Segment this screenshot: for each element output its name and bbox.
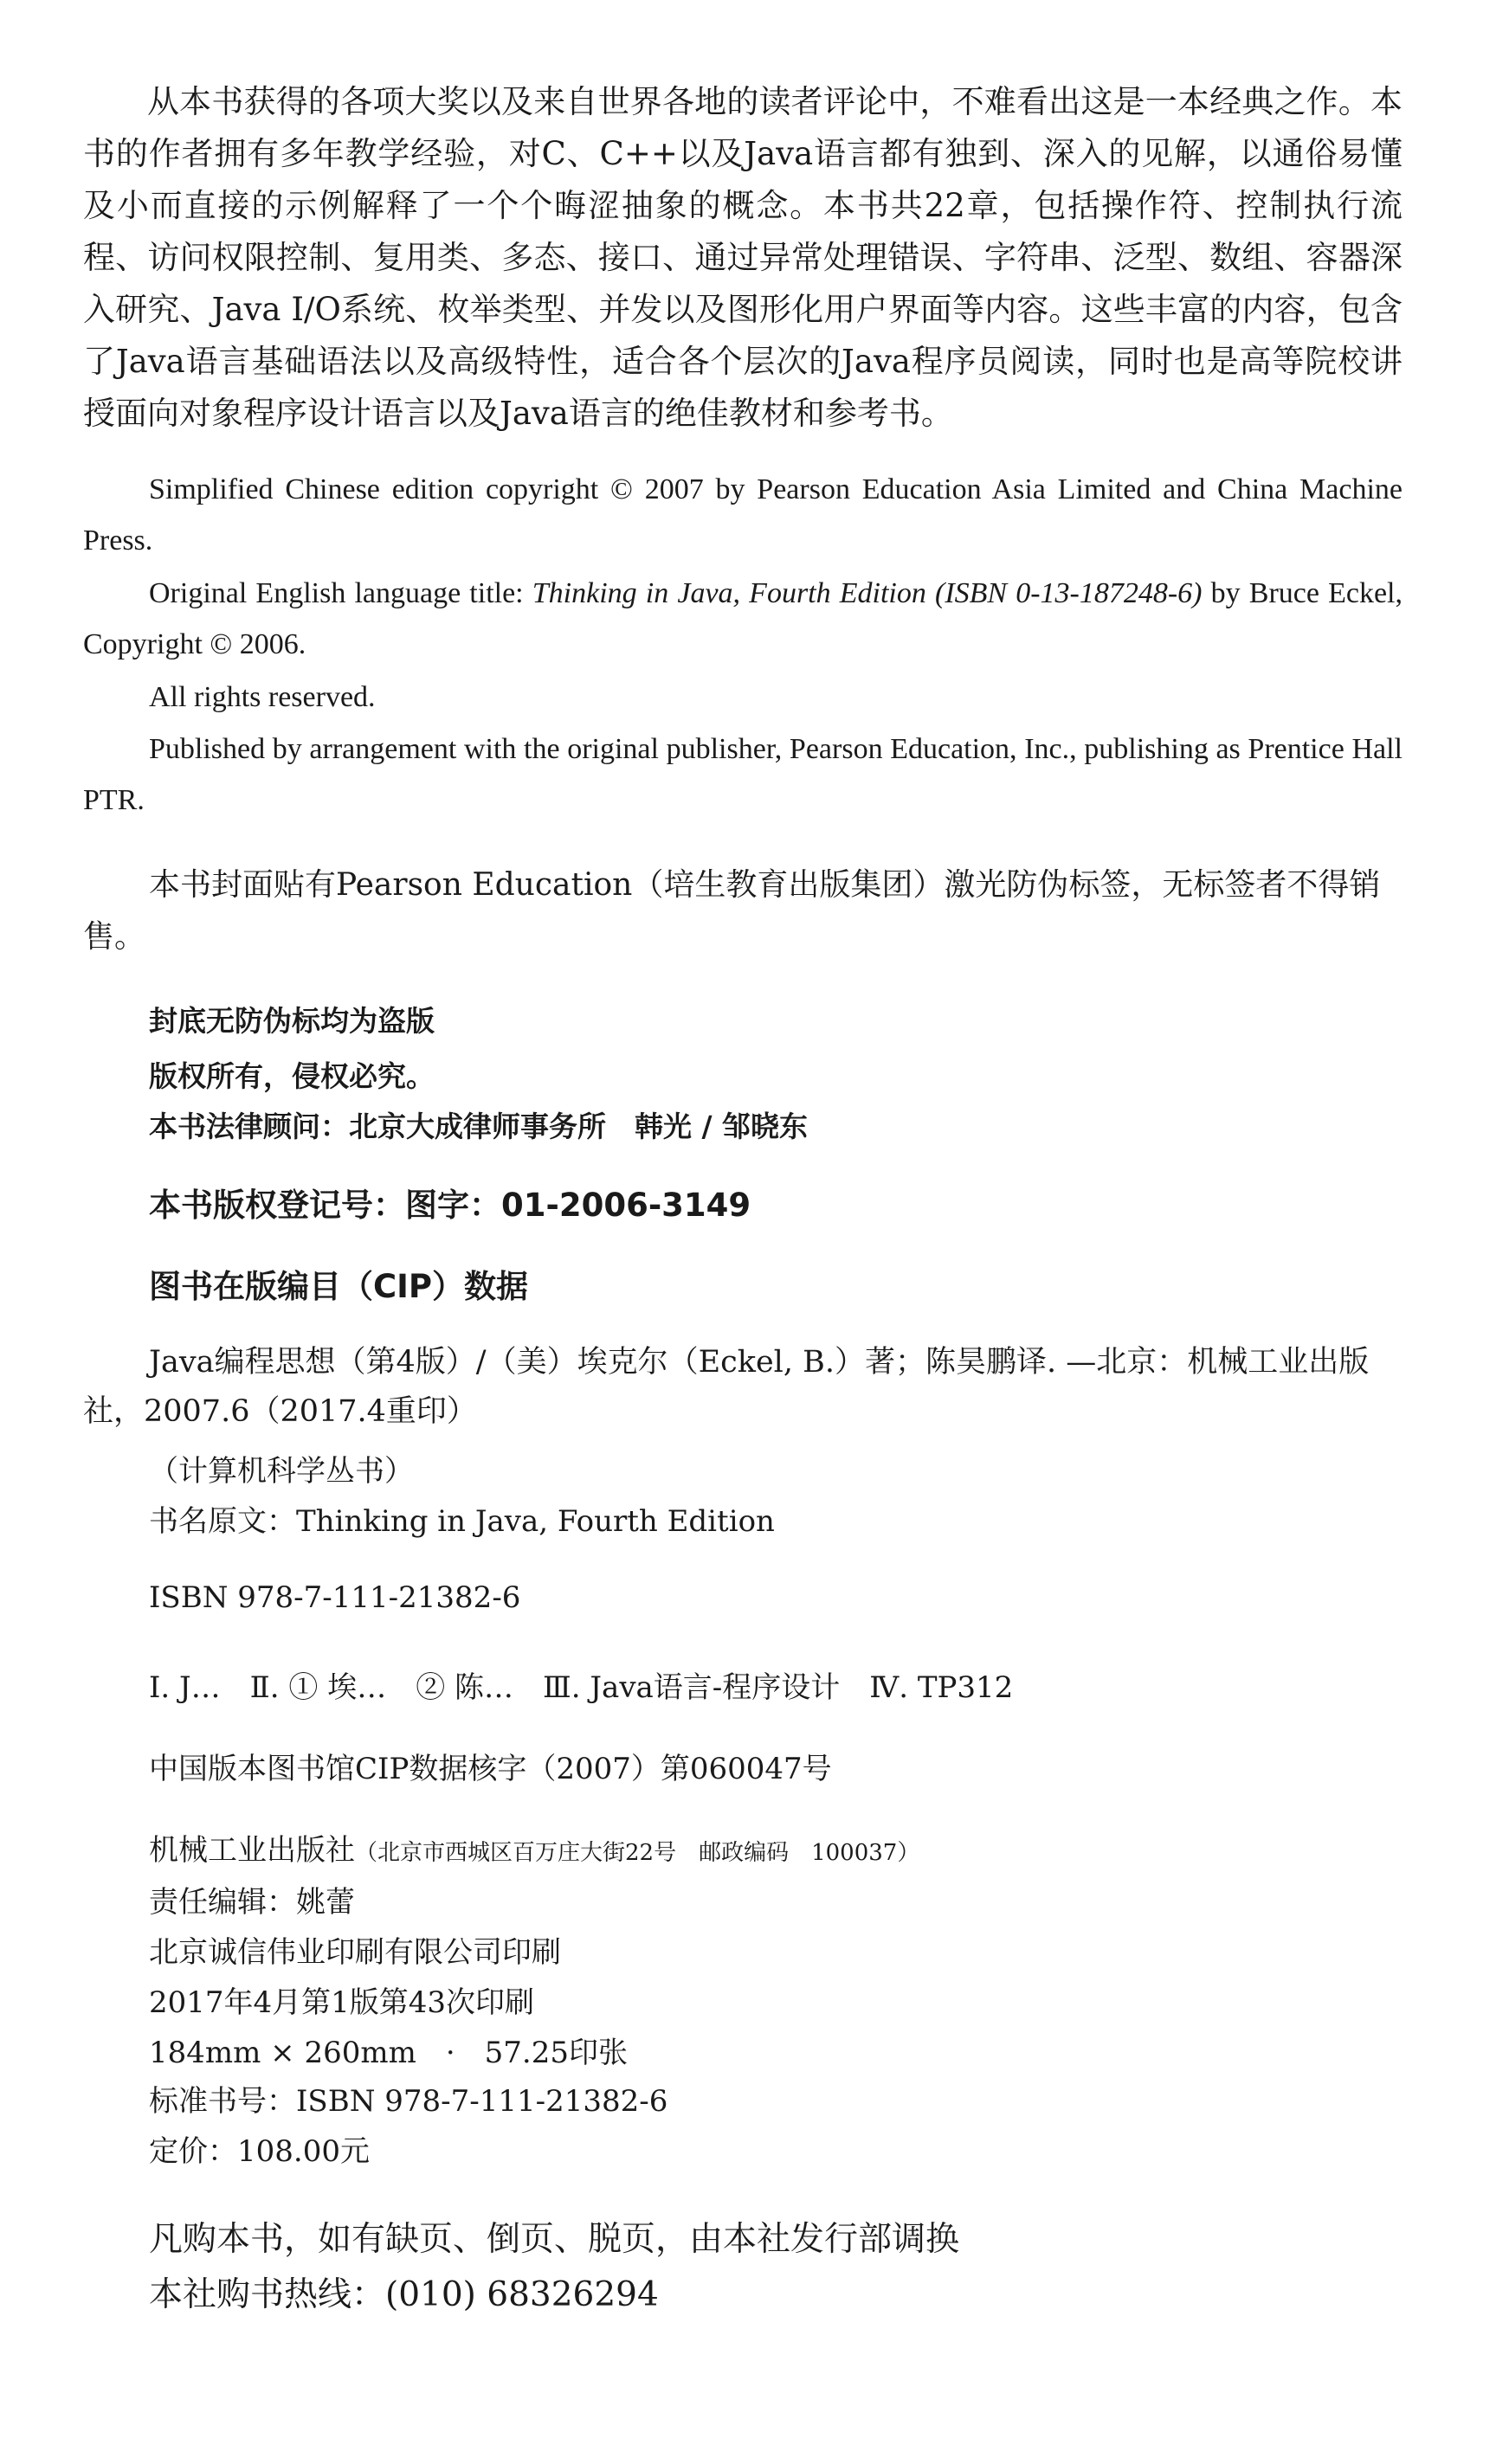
registration-number: 本书版权登记号：图字：01-2006-3149 <box>149 1187 751 1224</box>
anti-piracy-line-1: 封底无防伪标均为盗版 <box>149 1004 435 1038</box>
publisher-name: 机械工业出版社 <box>149 1833 355 1868</box>
standard-book-number: 标准书号：ISBN 978-7-111-21382-6 <box>149 2084 668 2119</box>
responsible-editor: 责任编辑：姚蕾 <box>149 1885 355 1920</box>
book-price: 定价：108.00元 <box>149 2134 370 2169</box>
cip-heading: 图书在版编目（CIP）数据 <box>149 1268 529 1305</box>
cip-isbn: ISBN 978-7-111-21382-6 <box>149 1580 521 1615</box>
printing-info: 2017年4月第1版第43次印刷 <box>149 1985 535 2020</box>
original-title: Thinking in Java, Fourth Edition (ISBN 0-13-187248-6) <box>532 577 1203 609</box>
cip-series: （计算机科学丛书） <box>149 1454 414 1489</box>
rights-reserved: All rights reserved. <box>149 681 376 713</box>
legal-counsel: 本书法律顾问：北京大成律师事务所 韩光 / 邹晓东 <box>149 1110 809 1143</box>
original-title-notice <box>83 568 1403 670</box>
publishing-arrangement: Published by arrangement with the original publisher, Pearson Education, Inc., publishing as Prentice Hall PTR. <box>83 733 1403 816</box>
cip-original-name: 书名原文：Thinking in Java, Fourth Edition <box>149 1504 775 1539</box>
sticker-notice: 本书封面贴有Pearson Education（培生教育出版集团）激光防伪标签，无标签者不得销售。 <box>83 867 1381 955</box>
book-introduction: 从本书获得的各项大奖以及来自世界各地的读者评论中，不难看出这是一本经典之作。本书的作者拥有多年教学经验，对C、C++以及Java语言都有独到、深入的见解，以通俗易懂及小而直接的示例解释了一个个晦涩抽象的概念。本书共22章，包括操作符、控制执行流程、访问权限控制、复用类、多态、接口、通过异常处理错误、字符串、泛型、数组、容器深入研究、Java I/O系统、枚举类型、并发以及图形化用户界面等内容。这些丰富的内容，包含了Java语言基础语法以及高级特性，适合各个层次的Java程序员阅读，同时也是高等院校讲授面向对象程序设计语言以及Java语言的绝佳教材和参考书。 <box>83 83 1403 432</box>
original-title-suffix: by Bruce Eckel, Copyright © 2006. <box>83 577 1403 660</box>
book-format: 184mm × 260mm · 57.25印张 <box>149 2036 628 2070</box>
anti-piracy-line-2: 版权所有，侵权必究。 <box>149 1059 435 1093</box>
cip-entry: Java编程思想（第4版）/（美）埃克尔（Eckel, B.）著；陈昊鹏译. —北京：机械工业出版社，2007.6（2017.4重印） <box>83 1345 1370 1429</box>
printer: 北京诚信伟业印刷有限公司印刷 <box>149 1935 561 1970</box>
publisher-address: （北京市西城区百万庄大街22号 邮政编码 100037） <box>355 1840 920 1866</box>
purchase-hotline: 本社购书热线：(010) 68326294 <box>149 2275 659 2314</box>
publisher-line <box>149 1826 919 1869</box>
original-title-prefix: Original English language title: <box>149 577 532 609</box>
cip-data-number: 中国版本图书馆CIP数据核字（2007）第060047号 <box>149 1752 832 1786</box>
simplified-edition-copyright: Simplified Chinese edition copyright © 2007 by Pearson Education Asia Limited and China Machine Press. <box>83 473 1403 556</box>
cip-classification: Ⅰ. J… Ⅱ. ① 埃… ② 陈… Ⅲ. Java语言-程序设计 Ⅳ. TP312 <box>149 1670 1014 1705</box>
exchange-notice: 凡购本书，如有缺页、倒页、脱页，由本社发行部调换 <box>149 2220 960 2259</box>
